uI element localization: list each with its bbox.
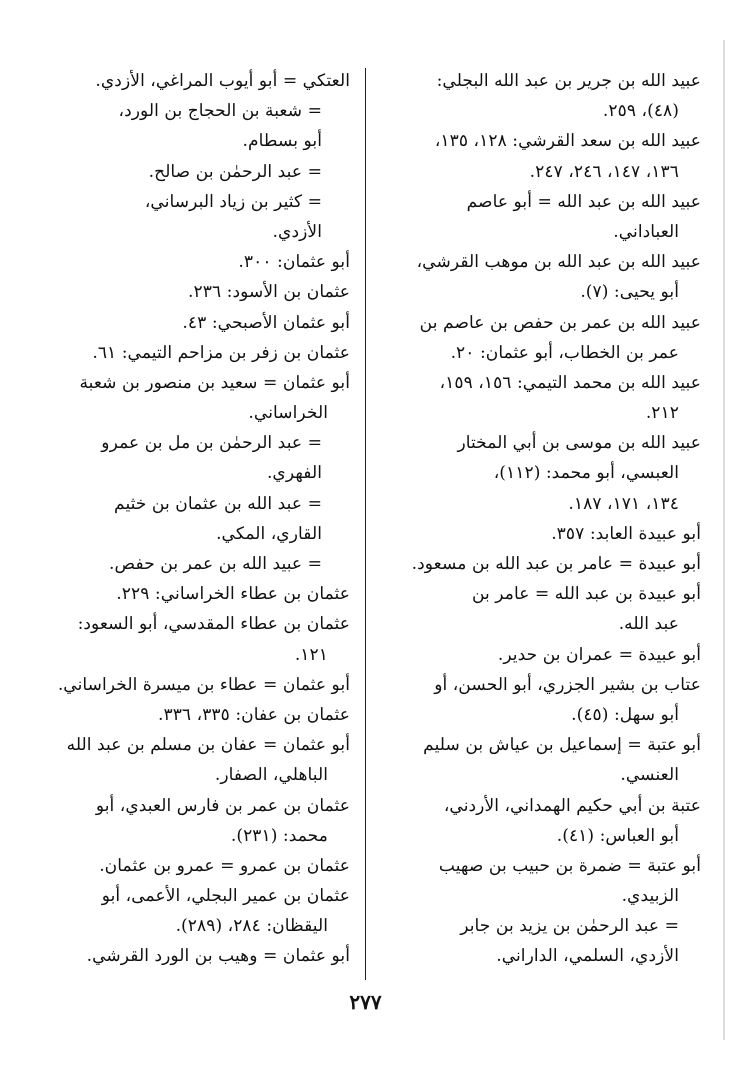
index-line: عثمان بن عمرو = عمرو بن عثمان. bbox=[99, 855, 350, 876]
index-line: العتكي = أبو أيوب المراغي، الأزدي. bbox=[95, 71, 350, 91]
index-line: أبو عثمان = عطاء بن ميسرة الخراساني. bbox=[57, 674, 350, 695]
index-line: عثمان بن الأسود: ٢٣٦. bbox=[188, 282, 350, 303]
index-line: أبو يحيى: (٧). bbox=[580, 282, 679, 303]
index-line: أبو عبيدة = عامر بن عبد الله بن مسعود. bbox=[411, 554, 701, 574]
left-column bbox=[20, 66, 350, 972]
index-line: أبو عبيدة بن عبد الله = عامر بن bbox=[471, 584, 701, 605]
index-line: = كثير بن زياد البرساني، bbox=[144, 191, 322, 212]
index-line: القاري، المكي. bbox=[216, 523, 322, 544]
index-line: محمد: (٢٣١). bbox=[230, 825, 328, 846]
index-line: عبيد الله بن عبد الله بن موهب القرشي، bbox=[416, 252, 701, 273]
index-line: عمر بن الخطاب، أبو عثمان: ٢٠. bbox=[450, 342, 679, 363]
index-line: = عبد الله بن عثمان بن خثيم bbox=[114, 493, 322, 514]
index-line: أبو عثمان = وهيب بن الورد القرشي. bbox=[86, 946, 350, 967]
index-line: ١٢١. bbox=[294, 644, 328, 665]
index-line: أبو سهل: (٤٥). bbox=[571, 704, 679, 725]
index-line: عثمان بن عفان: ٣٣٥، ٣٣٦. bbox=[158, 704, 350, 725]
index-line: عبيد الله بن جرير بن عبد الله البجلي: bbox=[436, 71, 701, 91]
index-line: عثمان بن عطاء الخراساني: ٢٢٩. bbox=[116, 584, 350, 605]
column-divider bbox=[365, 68, 366, 980]
index-line: عبيد الله بن سعد القرشي: ١٢٨، ١٣٥، bbox=[434, 131, 701, 152]
index-line: عبيد الله بن محمد التيمي: ١٥٦، ١٥٩، bbox=[439, 372, 701, 393]
index-line: أبو العباس: (٤١). bbox=[556, 825, 679, 846]
index-line: (٤٨)، ٢٥٩. bbox=[602, 101, 679, 122]
index-line: عثمان بن عمير البجلي، الأعمى، أبو bbox=[101, 886, 350, 907]
page-number: ٢٧٧ bbox=[349, 990, 382, 1014]
right-column bbox=[381, 66, 701, 972]
index-line: عبيد الله بن عمر بن حفص بن عاصم بن bbox=[419, 312, 701, 333]
index-line: = عبد الرحمٰن بن يزيد بن جابر bbox=[460, 916, 679, 937]
index-line: عتاب بن بشير الجزري، أبو الحسن، أو bbox=[434, 674, 701, 695]
index-line: أبو عثمان: ٣٠٠. bbox=[238, 252, 350, 273]
index-line: الأزدي، السلمي، الداراني. bbox=[496, 946, 679, 967]
index-line: العباداني. bbox=[613, 221, 679, 242]
index-line: الفهري. bbox=[266, 463, 322, 484]
index-line: ١٣٦، ١٤٧، ٢٤٦، ٢٤٧. bbox=[529, 161, 679, 182]
index-line: الخراساني. bbox=[248, 403, 328, 424]
index-line: عبد الله. bbox=[618, 614, 679, 635]
index-line: الزبيدي. bbox=[621, 886, 679, 907]
index-line: عتبة بن أبي حكيم الهمداني، الأردني، bbox=[443, 795, 701, 816]
index-line: ١٣٤، ١٧١، ١٨٧. bbox=[568, 493, 679, 514]
index-line: = عبد الرحمٰن بن صالح. bbox=[148, 161, 322, 182]
page-edge-shadow bbox=[723, 40, 725, 1040]
index-line: الأزدي. bbox=[272, 221, 322, 242]
index-line: عثمان بن عطاء المقدسي، أبو السعود: bbox=[77, 614, 350, 635]
index-line: عثمان بن عمر بن فارس العبدي، أبو bbox=[95, 795, 350, 816]
index-line: أبو عتبة = إسماعيل بن عياش بن سليم bbox=[423, 735, 701, 756]
index-line: أبو بسطام. bbox=[242, 131, 322, 152]
index-line: عثمان بن زفر بن مزاحم التيمي: ٦١. bbox=[92, 342, 350, 363]
index-line: أبو عثمان = عفان بن مسلم بن عبد الله bbox=[66, 735, 350, 756]
index-line: العنسي. bbox=[620, 765, 679, 786]
index-line: = عبد الرحمٰن بن مل بن عمرو bbox=[101, 433, 322, 454]
index-line: أبو عثمان الأصبحي: ٤٣. bbox=[182, 312, 350, 333]
index-line: أبو عثمان = سعيد بن منصور بن شعبة bbox=[79, 372, 350, 393]
index-line: العبسي، أبو محمد: (١١٢)، bbox=[493, 463, 679, 484]
index-line: ٢١٢. bbox=[645, 403, 679, 424]
index-line: أبو عتبة = ضمرة بن حبيب بن صهيب bbox=[438, 855, 701, 876]
index-line: عبيد الله بن موسى بن أبي المختار bbox=[457, 433, 701, 454]
index-line: = شعبة بن الحجاج بن الورد، bbox=[118, 101, 322, 122]
index-line: عبيد الله بن عبد الله = أبو عاصم bbox=[466, 191, 701, 212]
index-line: = عبيد الله بن عمر بن حفص. bbox=[109, 554, 322, 574]
index-line: أبو عبيدة العابد: ٣٥٧. bbox=[551, 523, 701, 544]
index-line: أبو عبيدة = عمران بن حدير. bbox=[497, 644, 701, 665]
index-line: اليقظان: ٢٨٤، (٢٨٩). bbox=[175, 916, 328, 937]
index-line: الباهلي، الصفار. bbox=[214, 765, 328, 786]
